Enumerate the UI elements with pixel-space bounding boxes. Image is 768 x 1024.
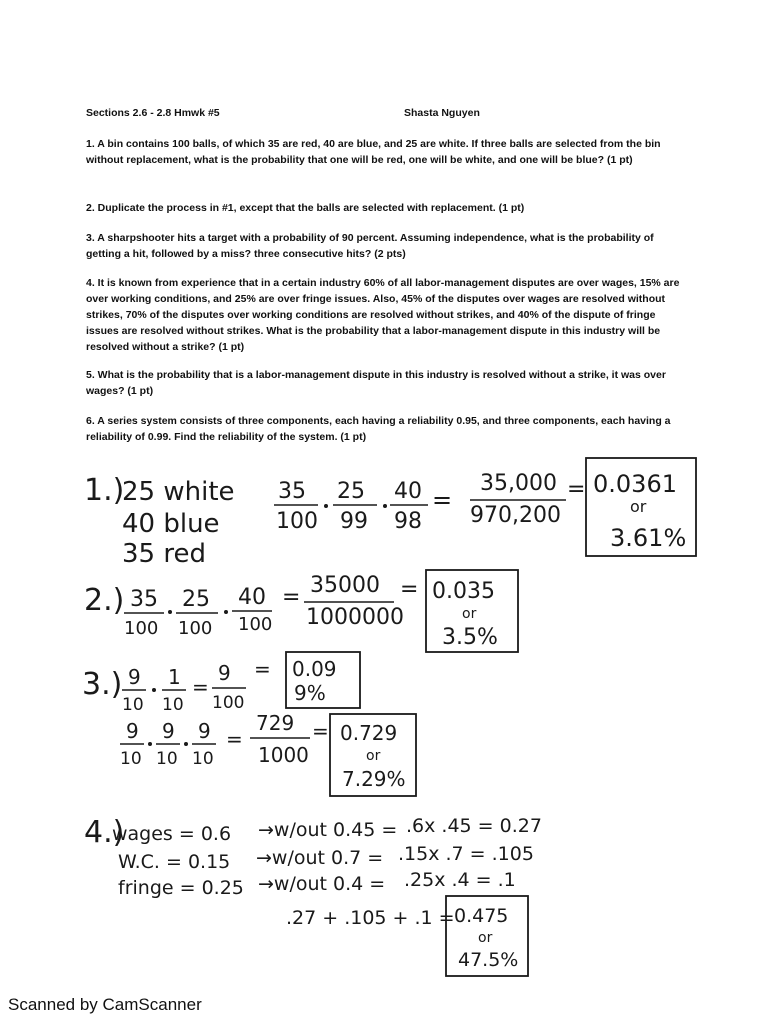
answer-4-or: or	[478, 930, 493, 946]
a3-l2-f1-den: 10	[120, 749, 142, 769]
student-name: Shasta Nguyen	[404, 107, 480, 119]
a3-l1-equals: =	[192, 675, 209, 699]
a1-f1-num: 35	[278, 479, 306, 504]
answer-3b-or: or	[366, 748, 381, 764]
a4-row3-left: fringe = 0.25	[118, 877, 244, 899]
a3-l1-equals-2: =	[254, 657, 271, 681]
a3-l1-f2-num: 1	[168, 665, 181, 689]
a1-f1-den: 100	[276, 509, 318, 534]
answer-3b-value: 0.729	[340, 721, 398, 745]
answer-2-value: 0.035	[432, 579, 495, 604]
answer-1-percent: 3.61%	[610, 524, 687, 552]
a1-frac-num: 35,000	[480, 471, 557, 496]
answer-1-count-white: 25 white	[122, 477, 235, 507]
answer-4-value: 0.475	[454, 905, 509, 927]
answer-2-percent: 3.5%	[442, 625, 498, 650]
a1-equals: =	[432, 486, 453, 514]
scanner-watermark: Scanned by CamScanner	[8, 995, 202, 1014]
answer-3a-value: 0.09	[292, 657, 337, 681]
a2-frac-num: 35000	[310, 573, 380, 598]
answer-1-count-blue: 40 blue	[122, 509, 220, 539]
answer-1-label: 1.)	[84, 473, 125, 508]
a4-row3-arrow: →w/out 0.4 =	[258, 873, 386, 895]
a2-f1-num: 35	[130, 587, 158, 612]
answer-2-label: 2.)	[84, 583, 125, 618]
a3-l1-res-num: 9	[218, 661, 231, 685]
a1-equals-2: =	[567, 477, 586, 502]
a3-l2-f1-num: 9	[126, 719, 139, 743]
answer-2	[84, 570, 518, 652]
answer-1-value: 0.0361	[593, 470, 677, 498]
a3-l1-f2-den: 10	[162, 695, 184, 715]
a4-row1-calc: .6x .45 = 0.27	[406, 815, 542, 837]
question-6: 6. A series system consists of three components, each having a reliability 0.95, and three components, each having a reliability of 0.99. Find the reliability of the system. (1 pt)	[86, 415, 671, 443]
answer-4	[84, 815, 542, 976]
answer-1-count-red: 35 red	[122, 539, 206, 569]
assignment-title: Sections 2.6 - 2.8 Hmwk #5	[86, 107, 220, 119]
a3-l2-res-den: 1000	[258, 743, 309, 767]
a4-row1-arrow: →w/out 0.45 =	[258, 819, 398, 841]
answer-3b-percent: 7.29%	[342, 767, 406, 791]
a2-f2-num: 25	[182, 587, 210, 612]
a3-l2-res-num: 729	[256, 711, 295, 735]
answer-1	[84, 458, 696, 569]
a1-f3-num: 40	[394, 479, 422, 504]
a3-l2-f3-den: 10	[192, 749, 214, 769]
a3-l2-equals-2: =	[312, 719, 329, 743]
a2-frac-den: 1000000	[306, 605, 404, 630]
a4-sum: .27 + .105 + .1 =	[286, 907, 455, 929]
a2-f3-num: 40	[238, 585, 266, 610]
a3-l1-res-den: 100	[212, 693, 245, 713]
a2-f1-den: 100	[124, 618, 159, 639]
question-4: 4. It is known from experience that in a certain industry 60% of all labor-management disputes are over wages, 15% are over working conditions, and 25% are over fringe issues. Also, 45% of the disputes over wages are resolved without strikes, 70% of the disputes over working conditions are resolved without strikes, and 40% of the dispute of fringe issues are resolved without strikes. What is the probability that a labor-management dispute in this industry will be resolved without a strike? (1 pt)	[86, 277, 680, 353]
a4-row2-left: W.C. = 0.15	[118, 851, 231, 873]
answer-3-label: 3.)	[82, 667, 123, 702]
a3-l2-f2-den: 10	[156, 749, 178, 769]
a4-row1-left: wages = 0.6	[112, 823, 232, 845]
a4-row2-arrow: →w/out 0.7 =	[256, 847, 384, 869]
answer-1-or: or	[630, 497, 647, 516]
answer-4-percent: 47.5%	[458, 949, 519, 971]
answer-3a-percent: 9%	[294, 681, 326, 705]
a4-row3-calc: .25x .4 = .1	[404, 869, 516, 891]
answer-4-label: 4.)	[84, 815, 125, 850]
question-2: 2. Duplicate the process in #1, except that the balls are selected with replacement. (1 pt)	[86, 202, 525, 214]
a2-equals: =	[282, 585, 301, 610]
a1-frac-den: 970,200	[470, 503, 561, 528]
answer-3	[82, 652, 416, 796]
a3-l2-f3-num: 9	[198, 719, 211, 743]
a1-f2-num: 25	[337, 479, 365, 504]
a2-f3-den: 100	[238, 614, 273, 635]
a2-equals-2: =	[400, 577, 419, 602]
question-1: 1. A bin contains 100 balls, of which 35 are red, 40 are blue, and 25 are white. If three balls are selected from the bin without replacement, what is the probability that one will be red, one will be white, and one will be blue? (1 pt)	[86, 138, 661, 166]
question-5: 5. What is the probability that is a labor-management dispute in this industry is resolved without a strike, it was over wages? (1 pt)	[86, 369, 666, 397]
a4-row2-calc: .15x .7 = .105	[398, 843, 534, 865]
answer-2-or: or	[462, 606, 477, 622]
a1-f3-den: 98	[394, 509, 422, 534]
a3-l1-f1-den: 10	[122, 695, 144, 715]
question-3: 3. A sharpshooter hits a target with a probability of 90 percent. Assuming independence, what is the probability of getting a hit, followed by a miss? three consecutive hits? (2 pts)	[86, 232, 654, 260]
a3-l1-f1-num: 9	[128, 665, 141, 689]
a3-l2-equals: =	[226, 727, 243, 751]
a2-f2-den: 100	[178, 618, 213, 639]
a3-l2-f2-num: 9	[162, 719, 175, 743]
a1-f2-den: 99	[340, 509, 368, 534]
